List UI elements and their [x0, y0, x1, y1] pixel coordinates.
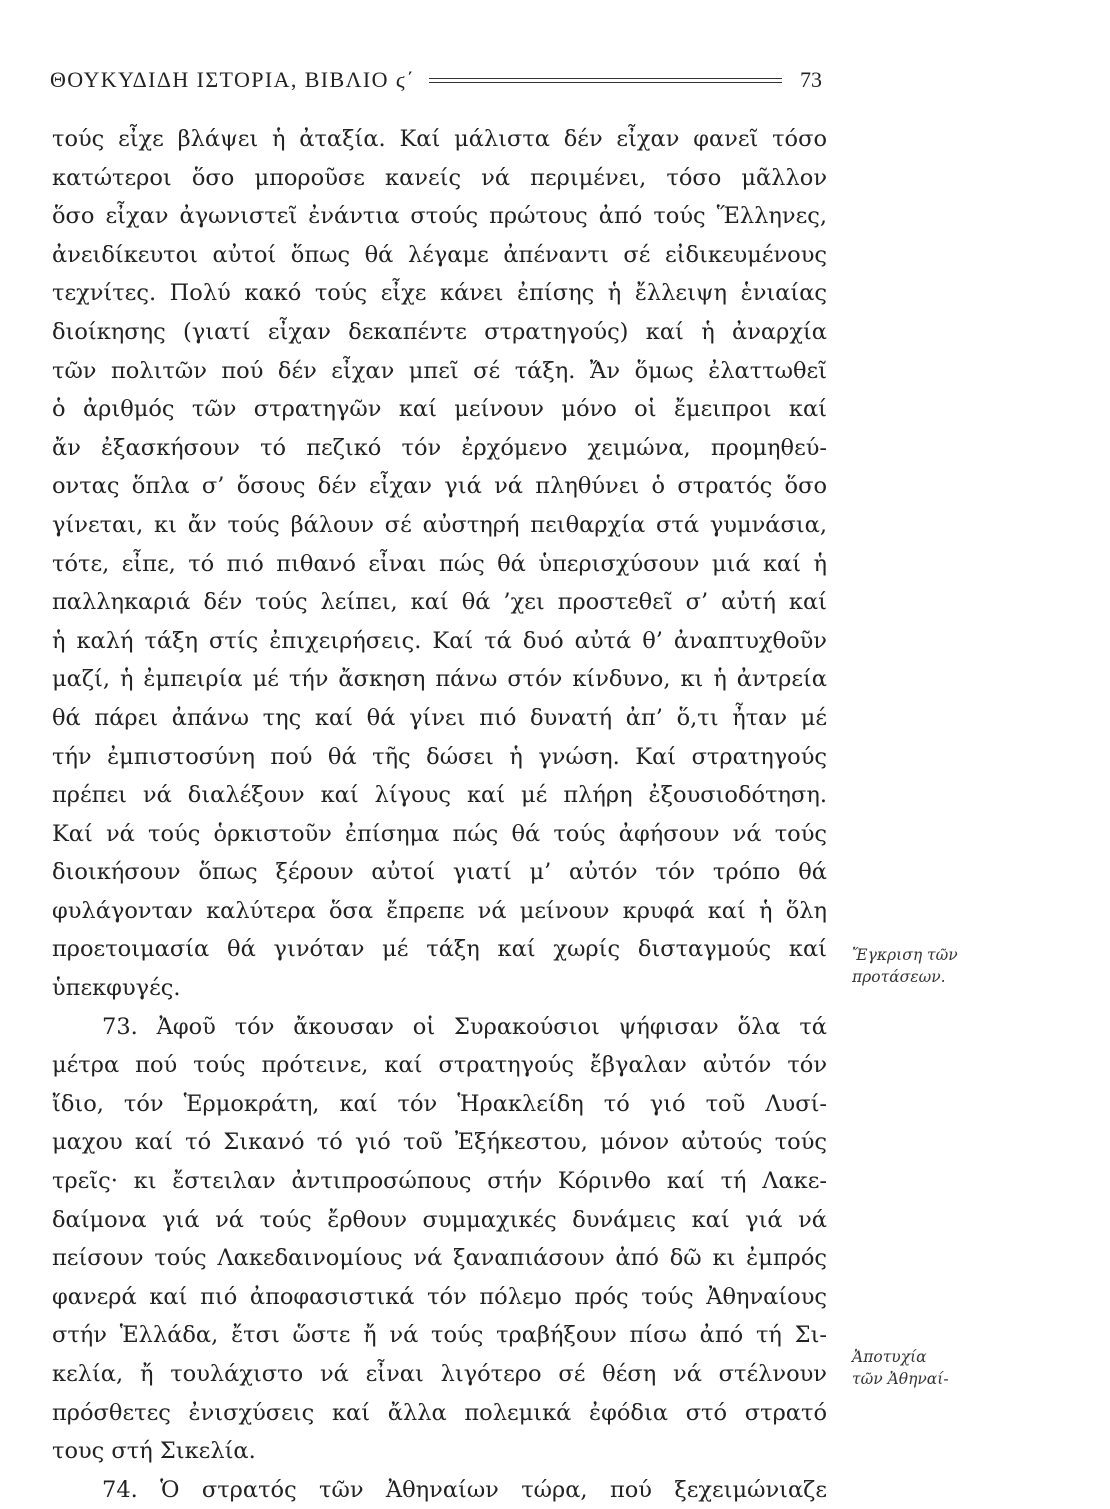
text-line: τους στή Σικελία.	[52, 1438, 256, 1465]
text-line: παλληκαριά δέν τούς λείπει, καί θά ’χει προστεθεῖ σ’ αὐτή καί	[52, 589, 827, 616]
margin-note-line: Ἔγκριση τῶν	[852, 946, 958, 964]
text-line: ἄν ἐξασκήσουν τό πεζικό τόν ἐρχόμενο χειμώνα, προμηθεύ-	[52, 434, 827, 461]
text-line: μαζί, ἡ ἐμπειρία μέ τήν ἄσκηση πάνω στόν κίνδυνο, κι ἡ ἀντρεία	[52, 666, 827, 693]
text-line: διοίκησης (γιατί εἶχαν δεκαπέντε στρατηγούς) καί ἡ ἀναρχία	[52, 318, 827, 345]
section-74-start: 74. Ὁ στρατός τῶν Ἀθηναίων τώρα, πού ξεχειμώνιαζε	[102, 1476, 827, 1503]
text-line: θά πάρει ἀπάνω της καί θά γίνει πιό δυνατή ἀπ’ ὅ,τι ἦταν μέ	[52, 704, 827, 731]
text-line: ὁ ἀριθμός τῶν στρατηγῶν καί μείνουν μόνο οἱ ἔμειπροι καί	[52, 396, 827, 423]
running-title: ΘΟΥΚΥΔΙΔΗ ΙΣΤΟΡΙΑ, ΒΙΒΛΙΟ ϛ΄	[50, 67, 416, 92]
margin-note-failure	[852, 1346, 1002, 1390]
text-line: τότε, εἶπε, τό πιό πιθανό εἶναι πώς θά ὑπερισχύσουν μιά καί ἡ	[52, 550, 827, 577]
header-rule	[429, 78, 782, 83]
margin-note-line: Ἀποτυχία	[852, 1348, 927, 1366]
text-line: κατώτεροι ὅσο μποροῦσε κανείς νά περιμένει, τόσο μᾶλλον	[52, 164, 827, 191]
text-line: Καί νά τούς ὁρκιστοῦν ἐπίσημα πώς θά τούς ἀφήσουν νά τούς	[52, 820, 827, 847]
text-line: ὑπεκφυγές.	[52, 975, 181, 1002]
running-header	[50, 62, 822, 98]
page-number: 73	[800, 67, 822, 92]
text-line: διοικήσουν ὅπως ξέρουν αὐτοί γιατί μ’ αὐτόν τόν τρόπο θά	[52, 859, 827, 886]
text-line: φανερά καί πιό ἀποφασιστικά τόν πόλεμο πρός τούς Ἀθηναίους	[52, 1283, 827, 1310]
text-line: στήν Ἑλλάδα, ἔτσι ὥστε ἤ νά τούς τραβήξουν πίσω ἀπό τή Σι-	[52, 1322, 827, 1349]
text-line: τεχνίτες. Πολύ κακό τούς εἶχε κάνει ἐπίσης ἡ ἔλλειψη ἑνιαίας	[52, 280, 827, 307]
section-73-start: 73. Ἀφοῦ τόν ἄκουσαν οἱ Συρακούσιοι ψήφισαν ὅλα τά	[102, 1013, 827, 1040]
text-line: πείσουν τούς Λακεδαινομίους νά ξαναπιάσουν ἀπό δῶ κι ἐμπρός	[52, 1245, 827, 1272]
text-line: τρεῖς· κι ἔστειλαν ἀντιπροσώπους στήν Κόρινθο καί τή Λακε-	[52, 1168, 827, 1195]
text-line: πρόσθετες ἐνισχύσεις καί ἄλλα πολεμικά ἐφόδια στό στρατό	[52, 1399, 827, 1426]
text-line: ἴδιο, τόν Ἑρμοκράτη, καί τόν Ἡρακλείδη τό γιό τοῦ Λυσί-	[52, 1090, 827, 1117]
text-line: κελία, ἤ τουλάχιστο νά εἶναι λιγότερο σέ θέση νά στέλνουν	[52, 1361, 827, 1387]
text-line: οντας ὅπλα σ’ ὅσους δέν εἶχαν γιά νά πληθύνει ὁ στρατός ὅσο	[52, 473, 827, 500]
text-line: μαχου καί τό Σικανό τό γιό τοῦ Ἐξήκεστου, μόνον αὐτούς τούς	[52, 1129, 827, 1156]
margin-note-approval	[852, 944, 1002, 988]
text-line: μέτρα πού τούς πρότεινε, καί στρατηγούς ἔβγαλαν αὐτόν τόν	[52, 1052, 827, 1079]
margin-note-line: τῶν Ἀθηναί-	[852, 1370, 949, 1388]
text-line: ἡ καλή τάξη στίς ἐπιχειρήσεις. Καί τά δυό αὐτά θ’ ἀναπτυχθοῦν	[52, 627, 827, 654]
text-line: ὅσο εἶχαν ἀγωνιστεῖ ἐνάντια στούς πρώτους ἀπό τούς Ἕλληνες,	[52, 203, 827, 230]
text-line: γίνεται, κι ἄν τούς βάλουν σέ αὐστηρή πειθαρχία στά γυμνάσια,	[52, 511, 827, 538]
text-line: δαίμονα γιά νά τούς ἔρθουν συμμαχικές δυνάμεις καί γιά νά	[52, 1206, 827, 1233]
text-line: προετοιμασία θά γινόταν μέ τάξη καί χωρίς δισταγμούς καί	[52, 936, 827, 963]
text-line: ἀνειδίκευτοι αὐτοί ὅπως θά λέγαμε ἀπέναντι σέ εἰδικευμένους	[52, 241, 827, 268]
text-line: πρέπει νά διαλέξουν καί λίγους καί μέ πλήρη ἐξουσιοδότηση.	[52, 782, 827, 809]
body-text	[52, 120, 827, 1509]
text-line: φυλάγονταν καλύτερα ὅσα ἔπρεπε νά μείνουν κρυφά καί ἡ ὅλη	[52, 897, 827, 924]
text-line: τήν ἐμπιστοσύνη πού θά τῆς δώσει ἡ γνώση. Καί στρατηγούς	[52, 743, 827, 770]
text-line: τῶν πολιτῶν πού δέν εἶχαν μπεῖ σέ τάξη. Ἄν ὅμως ἐλαττωθεῖ	[52, 357, 827, 384]
margin-note-line: προτάσεων.	[852, 968, 946, 986]
text-line: τούς εἶχε βλάψει ἡ ἀταξία. Καί μάλιστα δέν εἶχαν φανεῖ τόσο	[52, 126, 827, 152]
